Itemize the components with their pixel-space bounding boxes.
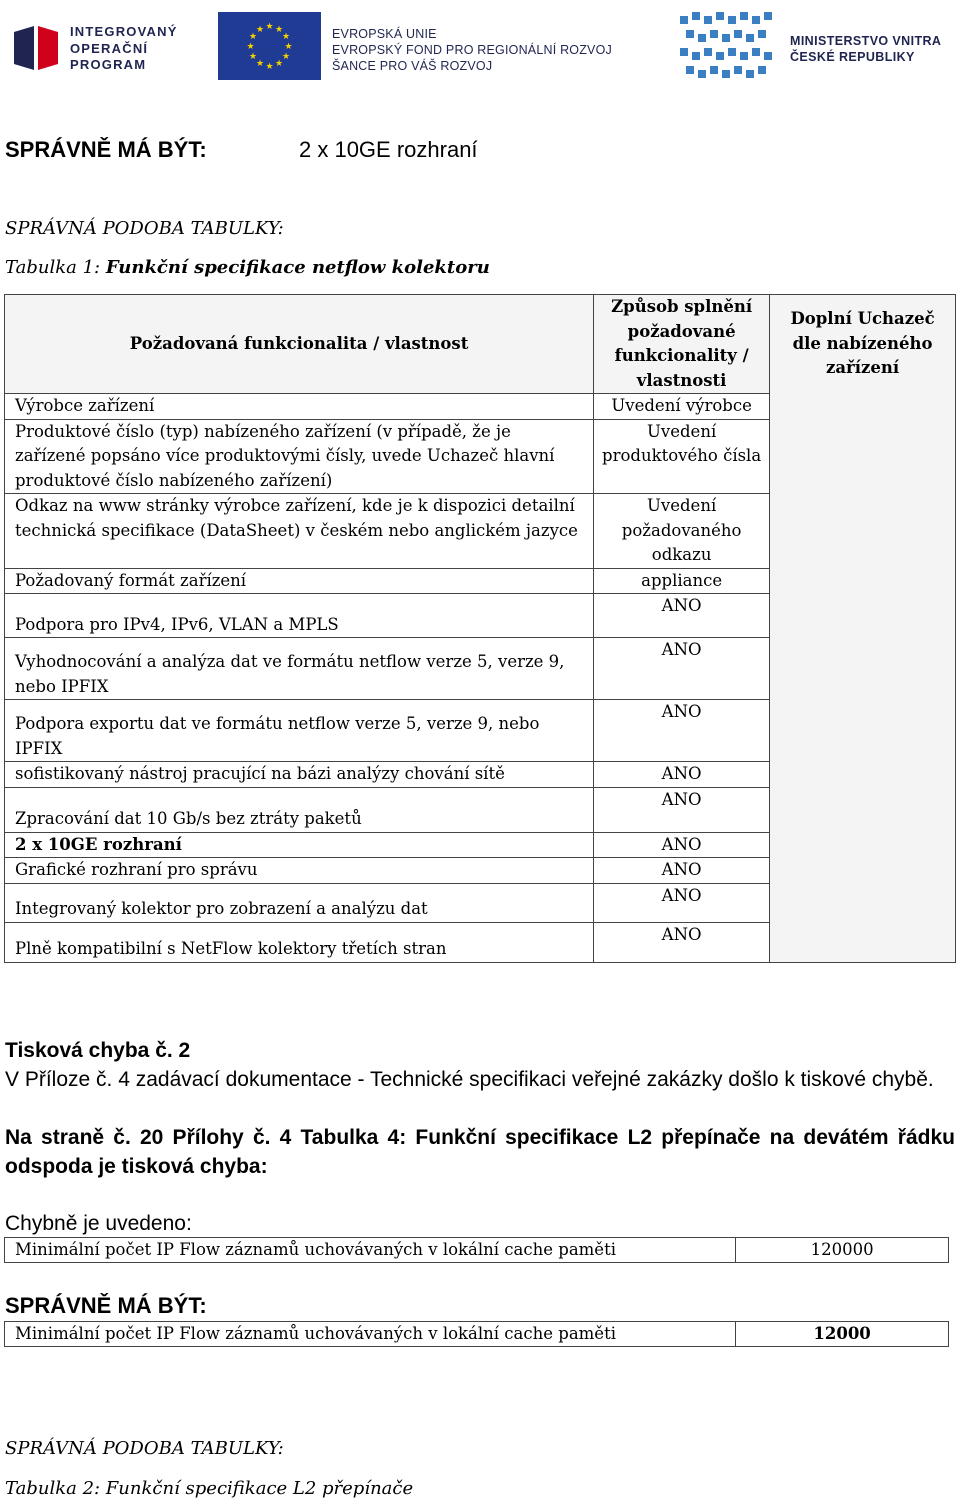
row-feature: Vyhodnocování a analýza dat ve formátu netflow verze 5, verze 9, nebo IPFIX bbox=[5, 638, 594, 700]
correct-row-feature: Minimální počet IP Flow záznamů uchovávaných v lokální cache paměti bbox=[5, 1322, 736, 1347]
svg-text:★: ★ bbox=[255, 25, 265, 35]
eu-line-1: EVROPSKÁ UNIE bbox=[332, 27, 437, 41]
correct-label: SPRÁVNĚ MÁ BÝT: bbox=[5, 137, 207, 162]
table-caption-prefix: Tabulka 1: bbox=[5, 257, 106, 278]
row-feature: Integrovaný kolektor pro zobrazení a analýzu dat bbox=[5, 883, 594, 922]
row-feature: Požadovaný formát zařízení bbox=[5, 568, 594, 594]
eu-line-2: EVROPSKÝ FOND PRO REGIONÁLNÍ ROZVOJ bbox=[332, 43, 612, 57]
section2-notice: Na straně č. 20 Přílohy č. 4 Tabulka 4: Funkční specifikace L2 přepínače na devátém řádku odspoda je tisková chyba: bbox=[5, 1126, 955, 1178]
row-feature: Plně kompatibilní s NetFlow kolektory třetích stran bbox=[5, 922, 594, 962]
row-feature: Podpora exportu dat ve formátu netflow verze 5, verze 9, nebo IPFIX bbox=[5, 700, 594, 762]
row-feature: Podpora pro IPv4, IPv6, VLAN a MPLS bbox=[5, 594, 594, 638]
row-feature: sofistikovaný nástroj pracující na bázi analýzy chování sítě bbox=[5, 762, 594, 788]
row-feature: 2 x 10GE rozhraní bbox=[5, 832, 594, 858]
section2-body: V Příloze č. 4 zadávací dokumentace - Technické specifikaci veřejné zakázky došlo k tiskové chybě. bbox=[5, 1068, 934, 1091]
svg-text:★: ★ bbox=[281, 52, 291, 62]
correct-row-value: 12000 bbox=[736, 1322, 949, 1347]
row-method: Uvedení produktového čísla bbox=[594, 419, 770, 494]
table-form-label: SPRÁVNÁ PODOBA TABULKY: bbox=[5, 218, 284, 239]
table-caption-2: Tabulka 2: Funkční specifikace L2 přepínače bbox=[5, 1478, 414, 1499]
row-method: ANO bbox=[594, 832, 770, 858]
row-feature: Grafické rozhraní pro správu bbox=[5, 858, 594, 884]
svg-text:★: ★ bbox=[248, 52, 258, 62]
spec-table bbox=[4, 294, 956, 963]
row-feature: Odkaz na www stránky výrobce zařízení, kde je k dispozici detailní technická specifikace (DataSheet) v českém nebo anglickém jazyce bbox=[5, 494, 594, 569]
table-caption bbox=[5, 257, 490, 278]
row-method: appliance bbox=[594, 568, 770, 594]
iop-emblem-icon bbox=[10, 22, 62, 74]
row-feature: Výrobce zařízení bbox=[5, 394, 594, 420]
ministry-line-2: ČESKÉ REPUBLIKY bbox=[790, 50, 915, 64]
iop-line-2: OPERAČNÍ bbox=[70, 40, 149, 56]
correct-value: 2 x 10GE rozhraní bbox=[299, 137, 478, 162]
correct-row-table bbox=[4, 1321, 949, 1347]
iop-line-1: INTEGROVANÝ bbox=[70, 24, 178, 39]
row-feature: Zpracování dat 10 Gb/s bez ztráty paketů bbox=[5, 787, 594, 832]
wrong-row-value: 120000 bbox=[736, 1238, 949, 1263]
svg-text:★: ★ bbox=[284, 42, 293, 52]
row-feature: Produktové číslo (typ) nabízeného zařízení (v případě, že je zařízené popsáno více produktovými čísly, uvede Uchazeč hlavní produktové číslo nabízeného zařízení) bbox=[5, 419, 594, 494]
row-method: ANO bbox=[594, 787, 770, 832]
row-method: ANO bbox=[594, 922, 770, 962]
table-caption-title: Funkční specifikace netflow kolektoru bbox=[105, 257, 490, 278]
eu-flag-icon bbox=[218, 12, 321, 80]
header-bidder: Doplní Uchazeč dle nabízeného zařízení bbox=[770, 295, 956, 963]
table-form-label-2: SPRÁVNÁ PODOBA TABULKY: bbox=[5, 1438, 284, 1459]
row-method: ANO bbox=[594, 594, 770, 638]
eu-logo-text bbox=[332, 26, 612, 74]
table-header-row bbox=[5, 295, 956, 394]
ministry-line-1: MINISTERSTVO VNITRA bbox=[790, 34, 942, 48]
svg-text:★: ★ bbox=[265, 62, 274, 72]
svg-text:★: ★ bbox=[274, 59, 284, 69]
header-method: Způsob splnění požadované funkcionality / vlastnosti bbox=[594, 295, 770, 394]
row-method: ANO bbox=[594, 638, 770, 700]
row-method: ANO bbox=[594, 700, 770, 762]
ministry-emblem-icon bbox=[676, 8, 776, 84]
iop-logo bbox=[10, 18, 192, 78]
correct-label-2: SPRÁVNĚ MÁ BÝT: bbox=[5, 1293, 207, 1318]
wrong-row-feature: Minimální počet IP Flow záznamů uchovávaných v lokální cache paměti bbox=[5, 1238, 736, 1263]
svg-text:★: ★ bbox=[255, 59, 265, 69]
iop-line-3: PROGRAM bbox=[70, 57, 147, 72]
wrong-label: Chybně je uvedeno: bbox=[5, 1212, 192, 1235]
row-method: ANO bbox=[594, 883, 770, 922]
svg-text:★: ★ bbox=[248, 32, 258, 42]
row-method: ANO bbox=[594, 762, 770, 788]
row-method: Uvedení požadovaného odkazu bbox=[594, 494, 770, 569]
table-row bbox=[5, 1322, 949, 1347]
wrong-row-table bbox=[4, 1237, 949, 1263]
svg-text:★: ★ bbox=[274, 25, 284, 35]
section2-title: Tisková chyba č. 2 bbox=[5, 1039, 191, 1062]
svg-text:★: ★ bbox=[246, 42, 255, 52]
eu-line-3: ŠANCE PRO VÁŠ ROZVOJ bbox=[332, 59, 493, 73]
svg-text:★: ★ bbox=[265, 22, 274, 32]
header-feature: Požadovaná funkcionalita / vlastnost bbox=[5, 295, 594, 394]
row-method: ANO bbox=[594, 858, 770, 884]
svg-text:★: ★ bbox=[281, 32, 291, 42]
iop-logo-text bbox=[70, 24, 178, 74]
row-method: Uvedení výrobce bbox=[594, 394, 770, 420]
table-row bbox=[5, 1238, 949, 1263]
ministry-logo-text bbox=[790, 33, 941, 65]
